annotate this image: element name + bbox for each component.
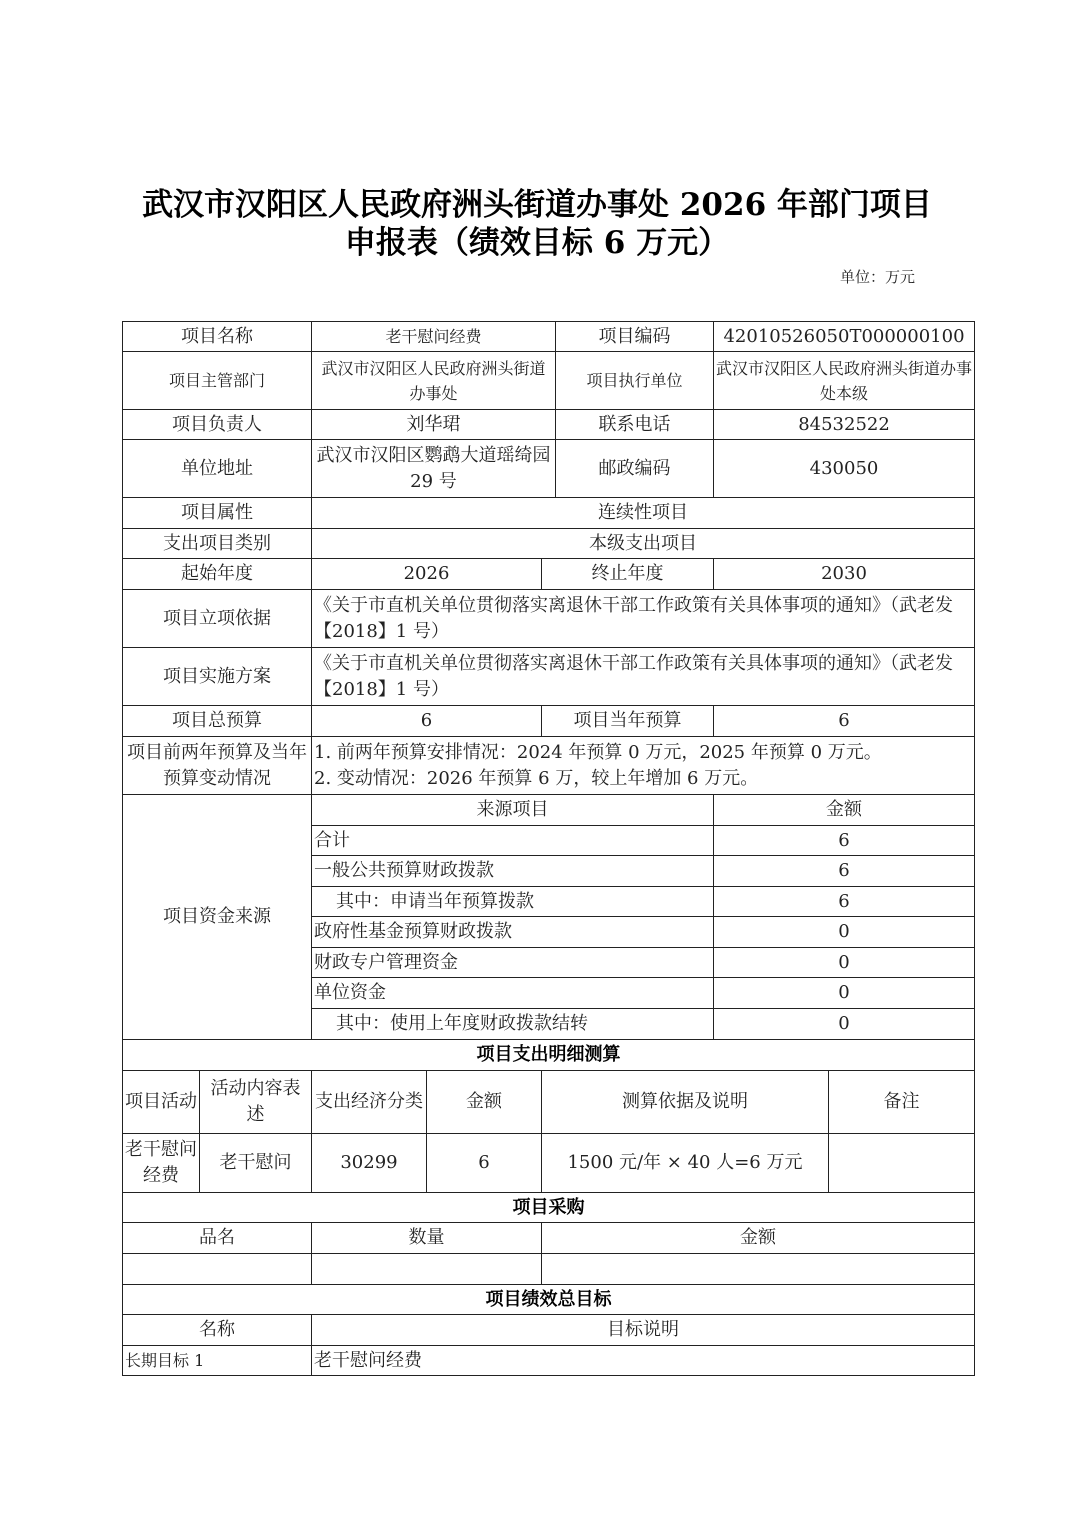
start-year-label: 起始年度 — [122, 558, 312, 590]
procurement-header-quantity: 数量 — [311, 1222, 542, 1254]
expense-cell-note — [828, 1133, 975, 1193]
procurement-section-title: 项目采购 — [122, 1192, 975, 1223]
expense-header-note: 备注 — [828, 1070, 975, 1134]
expense-cell-amount: 6 — [426, 1133, 542, 1193]
funding-row-amount: 6 — [713, 825, 975, 856]
budget-change-label: 项目前两年预算及当年预算变动情况 — [122, 736, 312, 795]
performance-section-title: 项目绩效总目标 — [122, 1284, 975, 1315]
expense-header-basis: 测算依据及说明 — [541, 1070, 829, 1134]
performance-header-desc: 目标说明 — [311, 1314, 975, 1346]
expense-section-title: 项目支出明细测算 — [122, 1039, 975, 1071]
funding-label: 项目资金来源 — [122, 794, 312, 1040]
exec-unit-value: 武汉市汉阳区人民政府洲头街道办事处本级 — [713, 351, 975, 410]
expense-cell-activity: 老干慰问经费 — [122, 1133, 200, 1193]
budget-change-value — [311, 736, 975, 795]
procurement-header-item: 品名 — [122, 1222, 312, 1254]
owner-label: 项目负责人 — [122, 409, 312, 440]
page-title-line1: 武汉市汉阳区人民政府洲头街道办事处 2026 年部门项目 — [142, 187, 932, 223]
project-code-label: 项目编码 — [555, 321, 714, 352]
funding-row-name: 单位资金 — [311, 977, 714, 1009]
expense-cell-basis: 1500 元/年 × 40 人=6 万元 — [541, 1133, 829, 1193]
funding-amount-header: 金额 — [713, 794, 975, 826]
exec-unit-label: 项目执行单位 — [555, 351, 714, 410]
plan-value: 《关于市直机关单位贯彻落实离退休干部工作政策有关具体事项的通知》（武老发【2018】1 号） — [311, 647, 975, 706]
funding-row-name: 财政专户管理资金 — [311, 947, 714, 978]
project-name-value: 老干慰问经费 — [311, 321, 556, 352]
funding-row-amount: 0 — [713, 1008, 975, 1040]
start-year-value: 2026 — [311, 558, 542, 590]
funding-row-amount: 6 — [713, 886, 975, 917]
funding-row-amount: 0 — [713, 947, 975, 978]
funding-row-amount: 6 — [713, 855, 975, 887]
end-year-value: 2030 — [713, 558, 975, 590]
attribute-label: 项目属性 — [122, 497, 312, 529]
funding-row-name: 合计 — [311, 825, 714, 856]
category-value: 本级支出项目 — [311, 528, 975, 559]
dept-value: 武汉市汉阳区人民政府洲头街道办事处 — [311, 351, 556, 410]
expense-cell-content: 老干慰问 — [199, 1133, 312, 1193]
procurement-cell-amount — [541, 1253, 975, 1285]
end-year-label: 终止年度 — [541, 558, 714, 590]
funding-row-name: 一般公共预算财政拨款 — [311, 855, 714, 887]
funding-row-amount: 0 — [713, 916, 975, 948]
budget-change-line2: 2. 变动情况：2026 年预算 6 万，较上年增加 6 万元。 — [314, 767, 759, 789]
funding-row-amount: 0 — [713, 977, 975, 1009]
funding-row-name: 其中：使用上年度财政拨款结转 — [311, 1008, 714, 1040]
budget-change-line1: 1. 前两年预算安排情况：2024 年预算 0 万元，2025 年预算 0 万元。 — [314, 741, 882, 763]
expense-header-amount: 金额 — [426, 1070, 542, 1134]
postcode-label: 邮政编码 — [555, 439, 714, 498]
basis-label: 项目立项依据 — [122, 589, 312, 648]
performance-cell-name: 长期目标 1 — [122, 1345, 312, 1376]
expense-header-econ-class: 支出经济分类 — [311, 1070, 427, 1134]
procurement-header-amount: 金额 — [541, 1222, 975, 1254]
address-value: 武汉市汉阳区鹦鹉大道瑶绮园 29 号 — [311, 439, 556, 498]
plan-label: 项目实施方案 — [122, 647, 312, 706]
expense-header-activity: 项目活动 — [122, 1070, 200, 1134]
page-title-line2: 申报表（绩效目标 6 万元） — [344, 225, 730, 261]
owner-value: 刘华珺 — [311, 409, 556, 440]
funding-source-header: 来源项目 — [311, 794, 714, 826]
procurement-cell-item — [122, 1253, 312, 1285]
address-label: 单位地址 — [122, 439, 312, 498]
basis-value: 《关于市直机关单位贯彻落实离退休干部工作政策有关具体事项的通知》（武老发【2018】1 号） — [311, 589, 975, 648]
expense-cell-econ-class: 30299 — [311, 1133, 427, 1193]
category-label: 支出项目类别 — [122, 528, 312, 559]
dept-label: 项目主管部门 — [122, 351, 312, 410]
phone-value: 84532522 — [713, 409, 975, 440]
expense-header-content: 活动内容表述 — [199, 1070, 312, 1134]
year-budget-label: 项目当年预算 — [541, 705, 714, 737]
phone-label: 联系电话 — [555, 409, 714, 440]
project-code-value: 42010526050T000000100 — [713, 321, 975, 352]
unit-label: 单位：万元 — [840, 268, 916, 286]
postcode-value: 430050 — [713, 439, 975, 498]
attribute-value: 连续性项目 — [311, 497, 975, 529]
total-budget-value: 6 — [311, 705, 542, 737]
project-name-label: 项目名称 — [122, 321, 312, 352]
procurement-cell-quantity — [311, 1253, 542, 1285]
funding-row-name: 政府性基金预算财政拨款 — [311, 916, 714, 948]
performance-cell-desc: 老干慰问经费 — [311, 1345, 975, 1376]
year-budget-value: 6 — [713, 705, 975, 737]
total-budget-label: 项目总预算 — [122, 705, 312, 737]
funding-row-name: 其中：申请当年预算拨款 — [311, 886, 714, 917]
performance-header-name: 名称 — [122, 1314, 312, 1346]
